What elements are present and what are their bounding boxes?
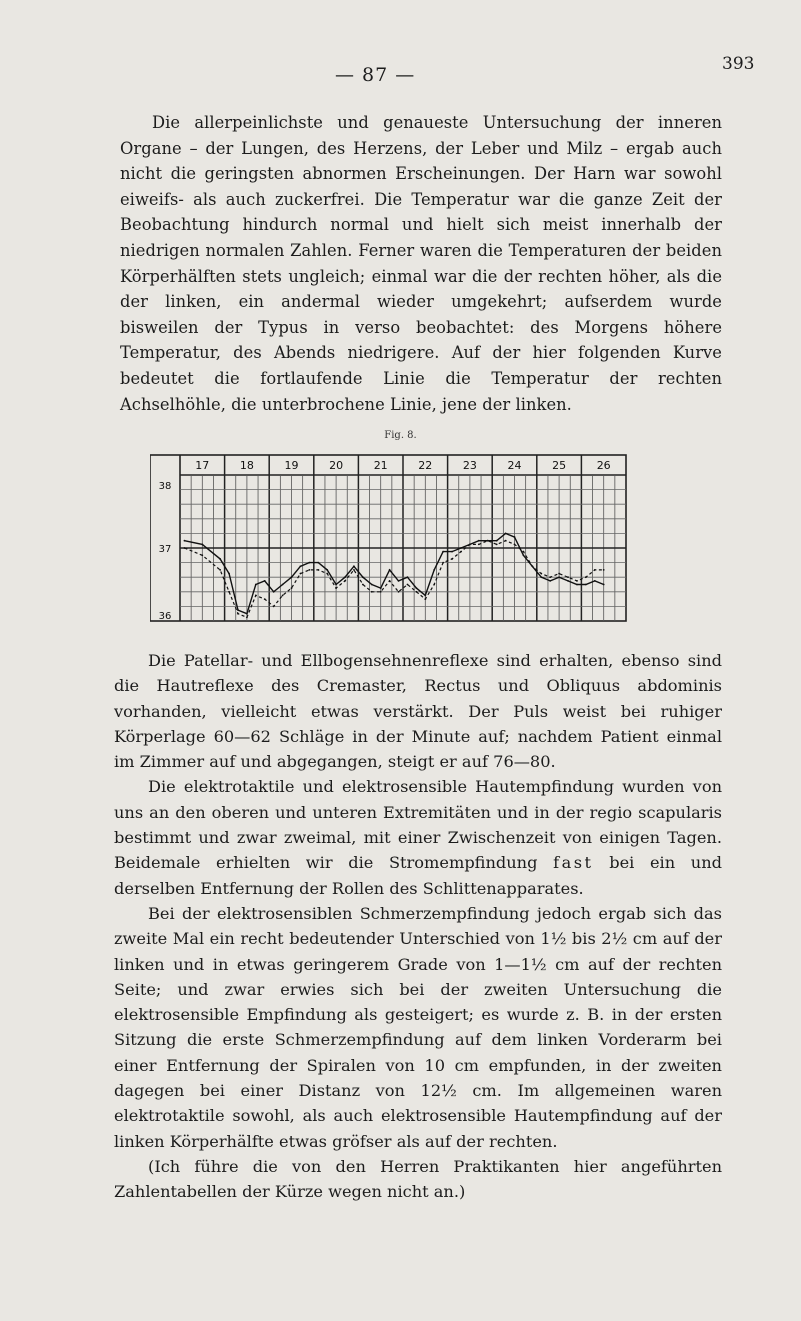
series-point	[442, 551, 444, 553]
series-point	[353, 569, 355, 571]
series-point	[469, 543, 471, 545]
series-point	[380, 591, 382, 593]
series-point	[389, 580, 391, 582]
series-point	[567, 580, 569, 582]
series-point	[380, 587, 382, 589]
x-tick-label: 24	[507, 459, 522, 472]
series-point	[264, 580, 266, 582]
series-point	[487, 540, 489, 542]
series-point	[246, 613, 248, 615]
series-point	[273, 606, 275, 608]
series-point	[228, 591, 230, 593]
series-point	[201, 543, 203, 545]
series-point	[326, 573, 328, 575]
y-tick-label: 38	[158, 481, 172, 492]
y-tick-label: 36	[158, 611, 172, 622]
page-number-center: — 87 —	[335, 64, 416, 86]
series-point	[576, 580, 578, 582]
series-point	[389, 569, 391, 571]
series-point	[496, 540, 498, 542]
x-tick-label: 17	[195, 459, 210, 472]
figure-caption: Fig. 8.	[384, 430, 417, 441]
series-point	[344, 576, 346, 578]
series-point	[460, 547, 462, 549]
series-point	[514, 536, 516, 538]
x-tick-label: 21	[373, 459, 388, 472]
series-point	[603, 584, 605, 586]
paragraph-reflexes: Die Patellar- und Ellbogensehnenreflexe sind erhalten, ebenso sind die Hautreflexe des Cremaster, Rectus und Obliquus abdominis vorhanden, vielleicht etwas verstärkt. Der Puls weist bei ruhiger Körperlage 60—62 Schläge in der Minute auf; nachdem Patient einmal im Zimmer auf und abgegangen, steigt er auf 76—80.	[114, 651, 722, 772]
series-point	[273, 591, 275, 593]
x-tick-label: 19	[284, 459, 299, 472]
series-point	[496, 543, 498, 545]
body-text	[114, 648, 722, 1205]
series-point	[451, 558, 453, 560]
series-point	[335, 587, 337, 589]
series-point	[317, 562, 319, 564]
series-point	[523, 554, 525, 556]
series-point	[237, 613, 239, 615]
series-point	[523, 551, 525, 553]
x-tick-label: 22	[418, 459, 433, 472]
series-point	[531, 565, 533, 567]
series-point	[505, 533, 507, 535]
series-point	[353, 565, 355, 567]
series-point	[282, 584, 284, 586]
series-point	[255, 584, 257, 586]
y-tick-label: 37	[158, 544, 172, 555]
series-point	[576, 584, 578, 586]
x-tick-label: 18	[239, 459, 254, 472]
series-point	[424, 598, 426, 600]
paragraph-note: (Ich führe die von den Herren Praktikanten hier angeführten Zahlentabellen der Kürze wegen nicht an.)	[114, 1156, 722, 1202]
series-point	[308, 569, 310, 571]
series-point	[549, 576, 551, 578]
series-point	[335, 584, 337, 586]
series-point	[407, 576, 409, 578]
series-point	[433, 584, 435, 586]
series-point	[433, 569, 435, 571]
series-point	[291, 576, 293, 578]
x-tick-label: 26	[596, 459, 611, 472]
series-point	[308, 562, 310, 564]
page-header	[0, 54, 801, 94]
paragraph-pain-sensation: Bei der elektrosensiblen Schmerzempfindung jedoch ergab sich das zweite Mal ein recht bedeutender Unterschied von 1½ bis 2½ cm auf der linken und in etwas geringerem Grade von 1—1½ cm auf der rechten Seite; und zwar erwies sich bei der zweiten Untersuchung die elektrosensible Empfindung als gesteigert; es wurde z. B. in der ersten Sitzung die erste Schmerzempfindung auf dem linken Vorderarm bei einer Entfernung der Spiralen von 10 cm empfunden, in der zweiten dagegen bei einer Distanz von 12½ cm. Im allgemeinen waren elektrotaktile sowohl, als auch elektrosensible Hautempfindung auf der linken Körperhälfte etwas gröfser als auf der rechten.	[114, 903, 722, 1151]
series-point	[540, 576, 542, 578]
series-point	[451, 551, 453, 553]
series-point	[567, 576, 569, 578]
series-point	[362, 584, 364, 586]
series-point	[228, 573, 230, 575]
series-point	[594, 580, 596, 582]
series-point	[558, 576, 560, 578]
series-point	[317, 569, 319, 571]
series-point	[184, 540, 186, 542]
series-point	[371, 584, 373, 586]
series-point	[255, 595, 257, 597]
series-line-dashed	[185, 541, 604, 618]
series-point	[442, 562, 444, 564]
series-point	[398, 580, 400, 582]
series-point	[282, 595, 284, 597]
series-point	[362, 576, 364, 578]
page-number-right: 393	[722, 54, 755, 74]
intro-paragraph: Die allerpeinlichste und genaueste Untersuchung der inneren Organe – der Lungen, des Herzens, der Leber und Milz – ergab auch nicht die geringsten abnormen Erscheinungen. Der Harn war sowohl eiweifs- als auch zuckerfrei. Die Temperatur war die ganze Zeit der Beobachtung hindurch normal und hielt sich meist innerhalb der niedrigen normalen Zahlen. Ferner waren die Temperaturen der beiden Körperhälften stets ungleich; einmal war die der rechten höher, als die der linken, ein andermal wieder umgekehrt; aufserdem wurde bisweilen der Typus in verso beobachtet: des Morgens höhere Temperatur, des Abends niedrigere. Auf der hier folgenden Kurve bedeutet die fortlaufende Linie die Temperatur der rechten Achselhöhle, die unterbrochene Linie, jene der linken.	[120, 113, 722, 414]
x-tick-label: 20	[329, 459, 344, 472]
series-point	[558, 573, 560, 575]
series-point	[219, 558, 221, 560]
series-point	[300, 565, 302, 567]
paragraph-electrotactile-a: Die elektrotaktile und elektrosensible Hautempfindung wurden von uns an den oberen und unteren Extremitäten und in der regio scapularis bestimmt und zwar zweimal, mit einer Zwischenzeit von einigen Tagen. Beidemale erhielten wir die Stromempfindung	[114, 777, 722, 873]
series-point	[478, 543, 480, 545]
series-point	[246, 616, 248, 618]
series-point	[219, 569, 221, 571]
series-point	[407, 584, 409, 586]
series-point	[594, 569, 596, 571]
series-point	[540, 573, 542, 575]
series-point	[505, 540, 507, 542]
series-point	[585, 576, 587, 578]
series-point	[344, 580, 346, 582]
series-point	[371, 591, 373, 593]
series-point	[514, 543, 516, 545]
x-tick-label: 25	[552, 459, 567, 472]
series-point	[201, 554, 203, 556]
chart-grid	[150, 455, 626, 621]
series-point	[415, 591, 417, 593]
paragraph-electrotactile	[114, 774, 722, 900]
series-point	[603, 569, 605, 571]
series-point	[478, 540, 480, 542]
paragraph-electrotactile-b: bei ein und derselben Entfernung der Rollen des Schlittenapparates.	[114, 853, 722, 898]
series-point	[291, 587, 293, 589]
series-point	[415, 587, 417, 589]
series-point	[398, 591, 400, 593]
series-point	[184, 547, 186, 549]
series-point	[424, 595, 426, 597]
series-point	[549, 580, 551, 582]
chart-ticks	[159, 459, 611, 622]
temperature-chart	[150, 453, 630, 625]
series-point	[300, 573, 302, 575]
series-point	[585, 584, 587, 586]
series-point	[460, 551, 462, 553]
emphasis-fast: fast	[553, 853, 594, 873]
series-point	[326, 569, 328, 571]
x-tick-label: 23	[462, 459, 477, 472]
series-point	[264, 598, 266, 600]
series-point	[237, 609, 239, 611]
chart-frame	[150, 455, 626, 621]
